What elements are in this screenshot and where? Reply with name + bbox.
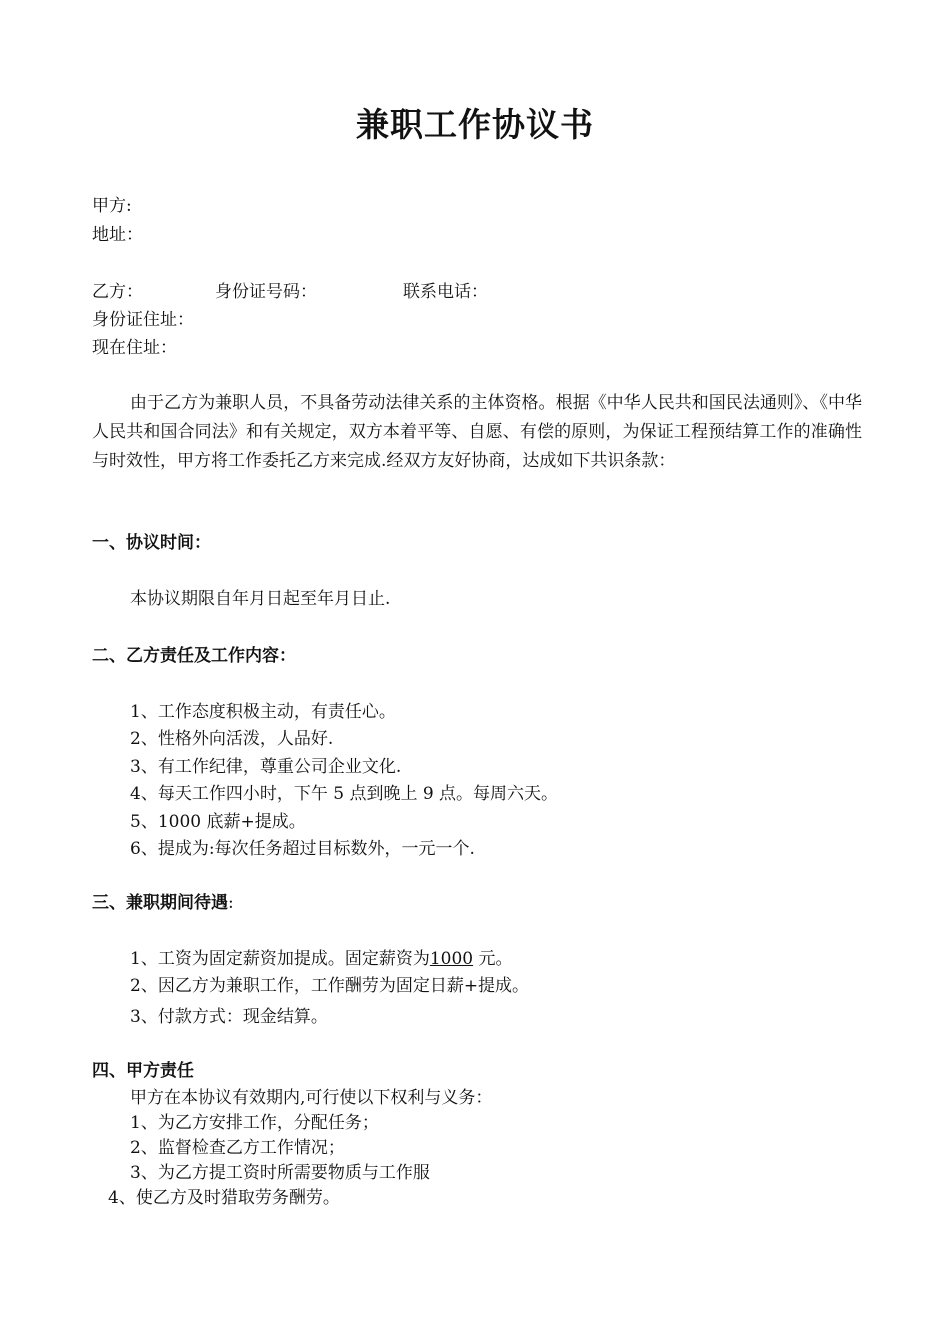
party-b-id-number-label: 身份证号码：	[215, 282, 317, 302]
intro-paragraph: 由于乙方为兼职人员，不具备劳动法律关系的主体资格。根据《中华人民共和国民法通则》、《中华人民共和国合同法》和有关规定，双方本着平等、自愿、有偿的原则，为保证工程预结算工作的准确性与时效性，甲方将工作委托乙方来完成.经双方友好协商，达成如下共识条款：	[92, 393, 862, 471]
section3-item1-suffix: 元。	[478, 949, 513, 969]
section1-heading: 一、协议时间：	[92, 533, 211, 553]
section2-item: 5、1000 底薪+提成。	[130, 812, 306, 832]
section3-item1-prefix: 1、工资为固定薪资加提成。固定薪资为	[130, 949, 430, 969]
section3-item: 3、付款方式：现金结算。	[130, 1007, 328, 1027]
section4-intro: 甲方在本协议有效期内,可行使以下权利与义务：	[130, 1088, 493, 1108]
section4-item: 1、为乙方安排工作，分配任务；	[130, 1113, 379, 1133]
section3-item-salary	[130, 946, 513, 972]
section3-heading: 三、兼职期间待遇	[92, 893, 228, 913]
party-a-address-label: 地址：	[92, 225, 143, 245]
party-b-info-row	[92, 279, 692, 305]
section4-item: 2、监督检查乙方工作情况；	[130, 1138, 345, 1158]
section3-heading-colon: :	[228, 893, 234, 913]
section2-item: 2、性格外向活泼，人品好.	[130, 729, 334, 749]
party-a-name-label: 甲方:	[92, 196, 132, 216]
section3-item: 2、因乙方为兼职工作，工作酬劳为固定日薪+提成。	[130, 976, 530, 996]
section4-item: 3、为乙方提工资时所需要物质与工作服	[130, 1163, 430, 1183]
section2-heading: 二、乙方责任及工作内容：	[92, 646, 296, 666]
salary-amount: 1000	[429, 949, 474, 969]
party-b-current-address-label: 现在住址：	[92, 338, 177, 358]
section1-text: 本协议期限自年月日起至年月日止.	[130, 589, 391, 609]
document-title: 兼职工作协议书	[356, 105, 594, 144]
party-b-phone-label: 联系电话：	[403, 282, 488, 302]
party-b-name-label: 乙方：	[92, 282, 143, 302]
section2-item: 3、有工作纪律，尊重公司企业文化.	[130, 757, 402, 777]
section4-item: 4、使乙方及时猎取劳务酬劳。	[108, 1188, 340, 1208]
section4-heading: 四、甲方责任	[92, 1061, 194, 1081]
party-b-id-address-label: 身份证住址：	[92, 310, 194, 330]
section3-heading-row	[92, 890, 234, 916]
section2-item: 6、提成为:每次任务超过目标数外，一元一个.	[130, 839, 475, 859]
section2-item: 4、每天工作四小时，下午 5 点到晚上 9 点。每周六天。	[130, 784, 559, 804]
section2-item: 1、工作态度积极主动，有责任心。	[130, 702, 396, 722]
